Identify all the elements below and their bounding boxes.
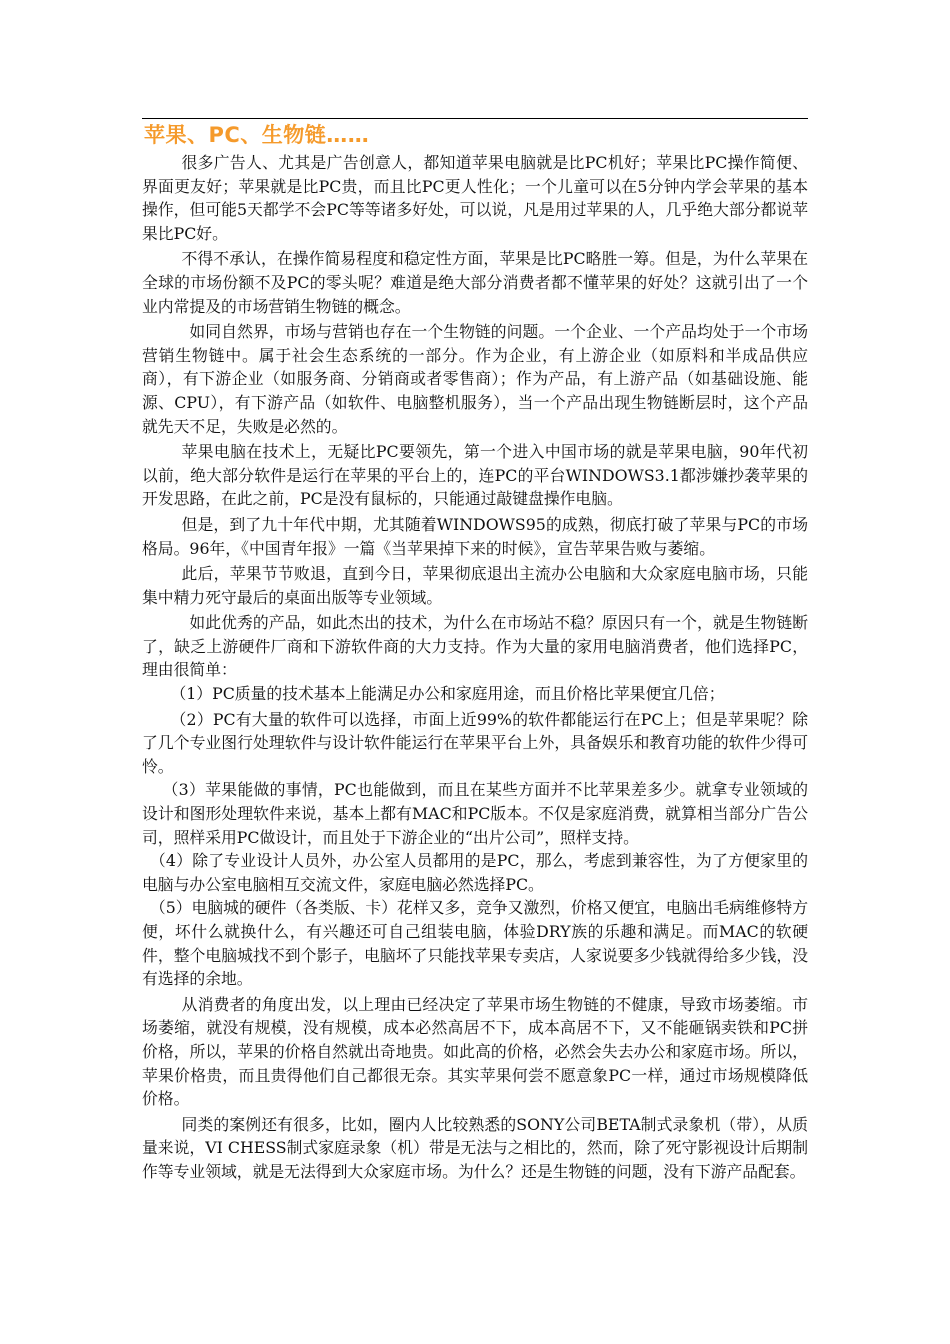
paragraph-9: 同类的案例还有很多，比如，圈内人比较熟悉的SONY公司BETA制式录象机（带），从质量来说，VI CHESS制式家庭录象（机）带是无法与之相比的，然而，除了死守影视设计后期制作等专业领域，就是无法得到大众家庭市场。为什么？还是生物链的问题，没有下游产品配套。 — [142, 1114, 808, 1181]
article-body — [142, 151, 808, 1184]
paragraph-4: 苹果电脑在技术上，无疑比PC要领先，第一个进入中国市场的就是苹果电脑，90年代初以前，绝大部分软件是运行在苹果的平台上的，连PC的平台WINDOWS3.1都涉嫌抄袭苹果的开发思路，在此之前，PC是没有鼠标的，只能通过敲键盘操作电脑。 — [142, 442, 808, 509]
paragraph-5: 但是，到了九十年代中期，尤其随着WINDOWS95的成熟，彻底打破了苹果与PC的市场格局。96年，《中国青年报》一篇《当苹果掉下来的时候》，宣告苹果告败与萎缩。 — [142, 514, 808, 558]
paragraph-1: 很多广告人、尤其是广告创意人，都知道苹果电脑就是比PC机好；苹果比PC操作简便、界面更友好；苹果就是比PC贵，而且比PC更人性化；一个儿童可以在5分钟内学会苹果的基本操作，但可能5天都学不会PC等等诸多好处，可以说，凡是用过苹果的人，几乎绝大部分都说苹果比PC好。 — [142, 153, 808, 243]
list-item-5: （5）电脑城的硬件（各类版、卡）花样又多，竞争又激烈，价格又便宜，电脑出毛病维修特方便，坏什么就换什么，有兴趣还可自己组装电脑，体验DRY族的乐趣和满足。而MAC的软硬件，整个电脑城找不到个影子，电脑坏了只能找苹果专卖店，人家说要多少钱就得给多少钱，没有选择的余地。 — [142, 898, 808, 989]
paragraph-2: 不得不承认，在操作简易程度和稳定性方面，苹果是比PC略胜一筹。但是，为什么苹果在全球的市场份额不及PC的零头呢？难道是绝大部分消费者都不懂苹果的好处？这就引出了一个业内常提及的市场营销生物链的概念。 — [142, 249, 808, 316]
paragraph-7: 如此优秀的产品，如此杰出的技术，为什么在市场站不稳？原因只有一个，就是生物链断了，缺乏上游硬件厂商和下游软件商的大力支持。作为大量的家用电脑消费者，他们选择PC，理由很简单： — [142, 613, 808, 680]
article-title: 苹果、PC、生物链…… — [144, 123, 370, 147]
header-rule — [142, 118, 808, 119]
list-item-2: （2）PC有大量的软件可以选择，市面上近99%的软件都能运行在PC上；但是苹果呢？除了几个专业图行处理软件与设计软件能运行在苹果平台上外，具备娱乐和教育功能的软件少得可怜。 — [142, 709, 808, 776]
document-page — [142, 0, 810, 1344]
paragraph-6: 此后，苹果节节败退，直到今日，苹果彻底退出主流办公电脑和大众家庭电脑市场，只能集中精力死守最后的桌面出版等专业领域。 — [142, 564, 808, 607]
paragraph-8: 从消费者的角度出发，以上理由已经决定了苹果市场生物链的不健康，导致市场萎缩。市场萎缩，就没有规模，没有规模，成本必然高居不下，成本高居不下，又不能砸锅卖铁和PC拼价格，所以，苹果的价格自然就出奇地贵。如此高的价格，必然会失去办公和家庭市场。所以，苹果价格贵，而且贵得他们自己都很无奈。其实苹果何尝不愿意象PC一样，通过市场规模降低价格。 — [142, 994, 808, 1109]
paragraph-3: 如同自然界，市场与营销也存在一个生物链的问题。一个企业、一个产品均处于一个市场营销生物链中。属于社会生态系统的一部分。作为企业，有上游企业（如原料和半成品供应商），有下游企业（如服务商、分销商或者零售商）；作为产品，有上游产品（如基础设施、能源、CPU），有下游产品（如软件、电脑整机服务），当一个产品出现生物链断层时，这个产品就先天不足，失败是必然的。 — [142, 322, 808, 436]
list-item-4: （4）除了专业设计人员外，办公室人员都用的是PC，那么，考虑到兼容性，为了方便家里的电脑与办公室电脑相互交流文件，家庭电脑必然选择PC。 — [142, 851, 808, 894]
list-item-1: （1）PC质量的技术基本上能满足办公和家庭用途，而且价格比苹果便宜几倍； — [170, 684, 725, 704]
list-item-3: （3）苹果能做的事情，PC也能做到，而且在某些方面并不比苹果差多少。就拿专业领域的设计和图形处理软件来说，基本上都有MAC和PC版本。不仅是家庭消费，就算相当部分广告公司，照样采用PC做设计，而且处于下游企业的“出片公司”，照样支持。 — [142, 780, 808, 847]
